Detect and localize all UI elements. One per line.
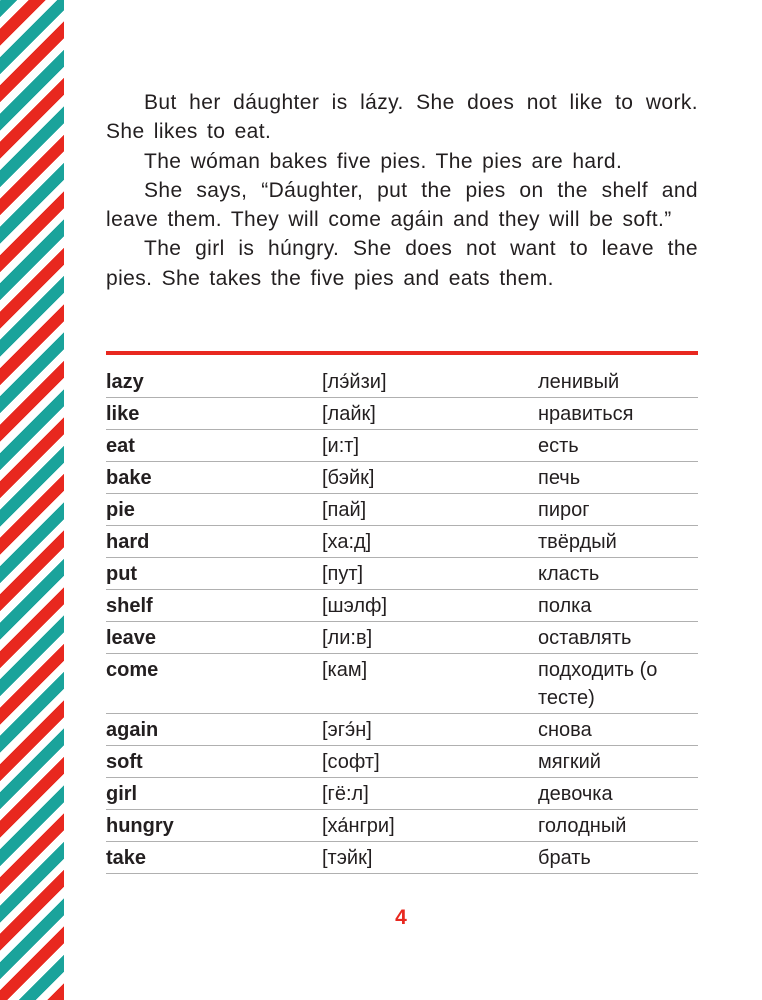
vocab-transcription: [софт] [322,746,538,778]
decorative-stripe-border [0,0,64,1000]
vocabulary-table [106,366,698,874]
vocab-translation: оставлять [538,622,698,654]
vocab-transcription: [пай] [322,494,538,526]
vocab-translation: ленивый [538,366,698,398]
vocab-transcription: [лайк] [322,398,538,430]
vocab-word: hard [106,526,322,558]
vocab-transcription: [гё:л] [322,778,538,810]
vocab-transcription: [ли:в] [322,622,538,654]
vocab-word: hungry [106,810,322,842]
table-row [106,526,698,558]
story-paragraph: The wóman bakes five pies. The pies are hard. [144,149,623,173]
table-row [106,778,698,810]
story-paragraph: She says, “Dáughter, put the pies on the shelf and leave them. They will come agáin and they will be soft.” [106,178,698,232]
vocab-translation: есть [538,430,698,462]
table-row [106,842,698,874]
vocab-word: leave [106,622,322,654]
vocab-word: pie [106,494,322,526]
vocab-translation: класть [538,558,698,590]
vocab-transcription: [и:т] [322,430,538,462]
vocab-transcription: [пут] [322,558,538,590]
vocab-translation: голодный [538,810,698,842]
vocab-transcription: [шэлф] [322,590,538,622]
vocab-word: eat [106,430,322,462]
vocab-transcription: [лэ́йзи] [322,366,538,398]
vocab-word: shelf [106,590,322,622]
vocab-word: again [106,714,322,746]
table-row [106,810,698,842]
table-row [106,462,698,494]
story-paragraph: The girl is húngry. She does not want to leave the pies. She takes the five pies and eats them. [106,237,698,290]
vocab-word: lazy [106,366,322,398]
table-row [106,558,698,590]
table-row [106,622,698,654]
vocab-translation: печь [538,462,698,494]
vocab-transcription: [кам] [322,654,538,714]
vocab-translation: твёрдый [538,526,698,558]
vocab-translation: подходить (о тесте) [538,654,698,714]
vocab-word: soft [106,746,322,778]
page-number: 4 [395,906,407,929]
table-row [106,746,698,778]
table-row [106,398,698,430]
vocab-word: girl [106,778,322,810]
vocab-translation: девочка [538,778,698,810]
table-row [106,590,698,622]
vocab-transcription: [бэйк] [322,462,538,494]
vocab-translation: пирог [538,494,698,526]
table-row [106,494,698,526]
table-row [106,714,698,746]
vocab-transcription: [ха:д] [322,526,538,558]
vocab-word: put [106,558,322,590]
vocab-translation: нравиться [538,398,698,430]
vocab-transcription: [эгэ́н] [322,714,538,746]
table-row [106,430,698,462]
vocab-translation: брать [538,842,698,874]
vocab-translation: снова [538,714,698,746]
vocabulary-divider [106,351,698,355]
vocab-word: come [106,654,322,714]
table-row [106,654,698,714]
vocab-translation: полка [538,590,698,622]
vocab-translation: мягкий [538,746,698,778]
vocab-word: take [106,842,322,874]
story-text [106,88,698,293]
vocab-transcription: [ха́нгри] [322,810,538,842]
vocab-word: like [106,398,322,430]
story-paragraph: But her dáughter is lázy. She does not like to work. She likes to eat. [106,91,698,144]
vocab-transcription: [тэйк] [322,842,538,874]
table-row [106,366,698,398]
vocab-word: bake [106,462,322,494]
